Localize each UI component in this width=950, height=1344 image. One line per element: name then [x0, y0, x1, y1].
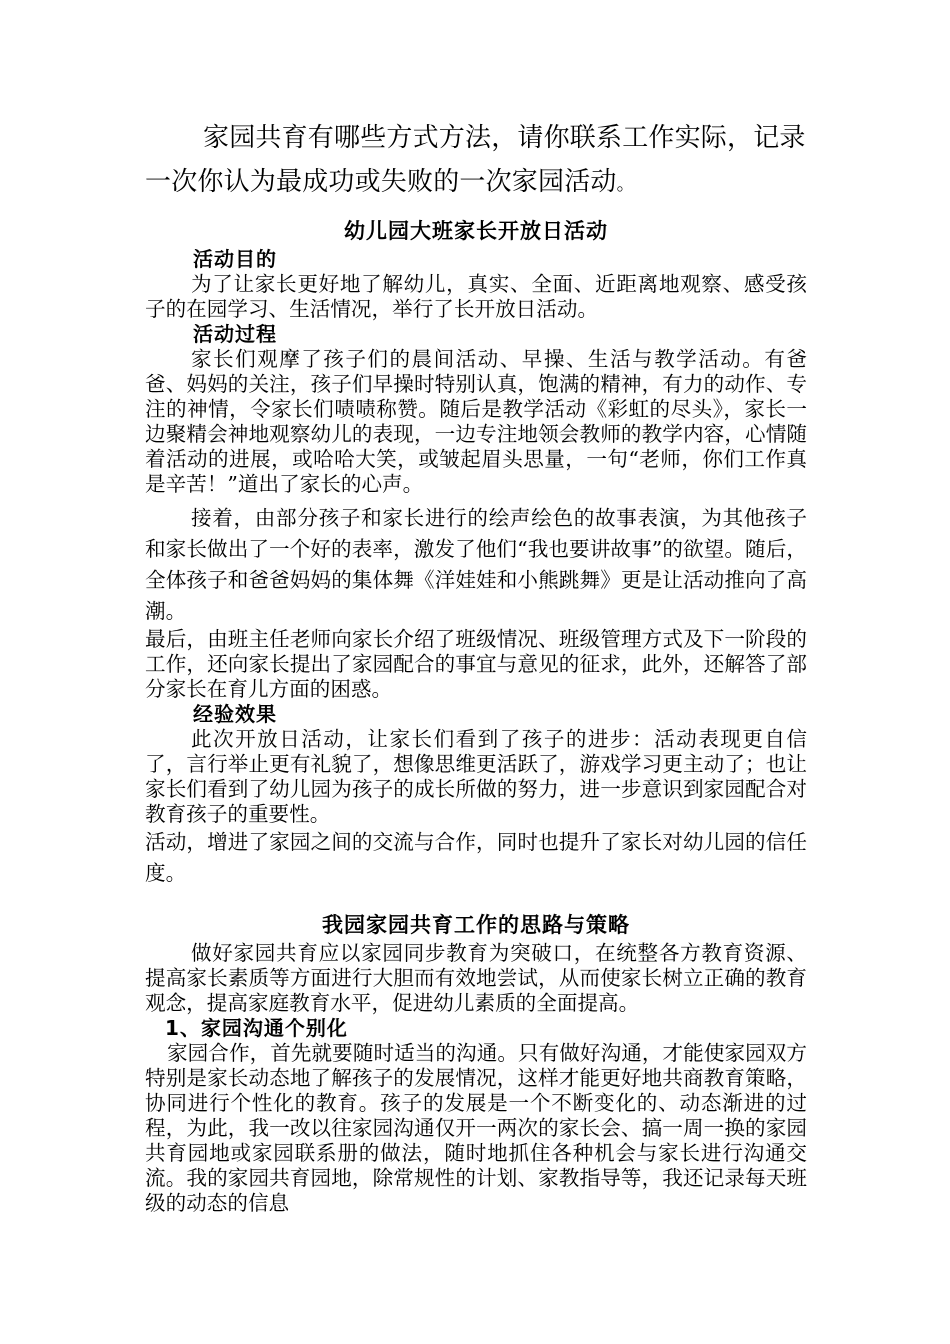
process-paragraph-1: 家长们观摩了孩子们的晨间活动、早操、生活与教学活动。有爸爸、妈妈的关注，孩子们早操时特别认真，饱满的精神，有力的动作、专注的神情，令家长们啧啧称赞。随后是教学活动《彩虹的尽头》，家长一边聚精会神地观察幼儿的表现，一边专注地领会教师的教学内容，心情随着活动的进展，或哈哈大笑，或皱起眉头思量，一句“老师，你们工作真是辛苦！”道出了家长的心声。: [145, 347, 807, 496]
section1-title: 幼儿园大班家长开放日活动: [344, 219, 608, 243]
section2-title: 我园家园共育工作的思路与策略: [322, 913, 630, 937]
spacer: [145, 889, 807, 901]
purpose-paragraph: 为了让家长更好地了解幼儿，真实、全面、近距离地观察、感受孩子的在园学习、生活情况，举行了长开放日活动。: [145, 272, 807, 321]
process-heading: 活动过程: [193, 322, 277, 346]
effect-paragraph-a: 此次开放日活动，让家长们看到了孩子的进步：活动表现更自信了，言行举止更有礼貌了，想像思维更活跃了，游戏学习更主动了；也让家长们看到了幼儿园为孩子的成长所做的努力，进一步意识到家园配合对教育孩子的重要性。: [145, 727, 807, 826]
document-body: [145, 116, 807, 1216]
process-paragraph-2b: 最后，由班主任老师向家长介绍了班级情况、班级管理方式及下一阶段的工作，还向家长提出了家园配合的事宜与意见的征求，此外，还解答了部分家长在育儿方面的困惑。: [145, 627, 807, 701]
section2-intro-paragraph: 做好家园共育应以家园同步教育为突破口，在统整各方教育资源、提高家长素质等方面进行大胆而有效地尝试，从而使家长树立正确的教育观念，提高家庭教育水平，促进幼儿素质的全面提高。: [145, 941, 807, 1015]
effect-paragraph-b: 活动，增进了家园之间的交流与合作，同时也提升了家长对幼儿园的信任度。: [145, 830, 807, 885]
question-text: 家园共育有哪些方式方法，请你联系工作实际，记录一次你认为最成功或失败的一次家园活动: [145, 123, 806, 197]
purpose-heading: 活动目的: [193, 247, 277, 271]
item1-paragraph: 家园合作，首先就要随时适当的沟通。只有做好沟通，才能使家园双方特别是家长动态地了解孩子的发展情况，这样才能更好地共商教育策略，协同进行个性化的教育。孩子的发展是一个不断变化的、动态渐进的过程，为此，我一改以往家园沟通仅开一两次的家长会、搞一周一换的家园共育园地或家园联系册的做法，随时地抓住各种机会与家长进行沟通交流。我的家园共育园地，除常规性的计划、家教指导等，我还记录每天班级的动态的信息: [145, 1041, 807, 1215]
question-prompt: [145, 116, 807, 207]
process-paragraph-2a: 接着，由部分孩子和家长进行的绘声绘色的故事表演，为其他孩子和家长做出了一个好的表率，激发了他们“我也要讲故事”的欲望。随后，全体孩子和爸爸妈妈的集体舞《洋娃娃和小熊跳舞》更是让活动推向了高潮。: [145, 506, 807, 623]
effect-heading: 经验效果: [193, 702, 277, 726]
item1-heading: 1、家园沟通个别化: [165, 1016, 348, 1040]
question-end-mark: 。: [616, 174, 635, 195]
